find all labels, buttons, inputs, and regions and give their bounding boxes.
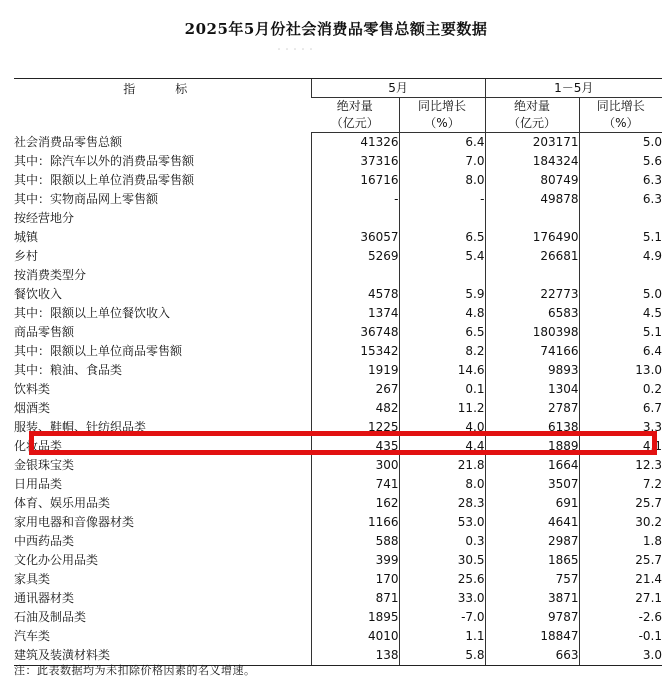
may-absolute-value: 871 xyxy=(311,589,399,608)
may-absolute-value: 399 xyxy=(311,551,399,570)
row-label: 其中：限额以上单位商品零售额 xyxy=(14,344,183,358)
table-row xyxy=(14,399,662,418)
may-yoy-growth: 28.3 xyxy=(399,494,485,513)
may-yoy-growth: 11.2 xyxy=(399,399,485,418)
may-absolute-value: 1895 xyxy=(311,608,399,627)
may-yoy-growth: 4.4 xyxy=(399,437,485,456)
cum-yoy-unit: （%） xyxy=(579,115,662,133)
may-yoy-growth: 4.8 xyxy=(399,304,485,323)
cumulative-absolute-value: 6583 xyxy=(485,304,579,323)
table-row xyxy=(14,475,662,494)
table-row xyxy=(14,570,662,589)
row-label: 中西药品类 xyxy=(14,534,75,548)
cum-abs-header: 绝对量 xyxy=(485,98,579,116)
cumulative-yoy-growth: 21.4 xyxy=(579,570,662,589)
retail-sales-table xyxy=(14,78,662,666)
cumulative-yoy-growth xyxy=(579,266,662,285)
cumulative-absolute-value: 757 xyxy=(485,570,579,589)
row-label: 烟酒类 xyxy=(14,401,51,415)
row-label: 其中：限额以上单位餐饮收入 xyxy=(14,306,171,320)
may-absolute-value: 15342 xyxy=(311,342,399,361)
cumulative-absolute-value: 6138 xyxy=(485,418,579,437)
cumulative-yoy-growth: 6.3 xyxy=(579,171,662,190)
may-yoy-growth: 1.1 xyxy=(399,627,485,646)
table-row xyxy=(14,228,662,247)
cumulative-absolute-value: 1664 xyxy=(485,456,579,475)
document-title: 2025年5月份社会消费品零售总额主要数据 xyxy=(184,20,488,38)
row-label: 通讯器材类 xyxy=(14,591,75,605)
row-label: 其中：实物商品网上零售额 xyxy=(14,192,159,206)
row-label: 服装、鞋帽、针纺织品类 xyxy=(14,420,147,434)
cumulative-absolute-value: 49878 xyxy=(485,190,579,209)
row-label: 社会消费品零售总额 xyxy=(14,134,123,149)
cumulative-absolute-value: 184324 xyxy=(485,152,579,171)
row-label: 餐饮收入 xyxy=(14,287,63,301)
cumulative-yoy-growth: 30.2 xyxy=(579,513,662,532)
indicator-header: 指 标 xyxy=(14,79,311,133)
may-yoy-growth: 21.8 xyxy=(399,456,485,475)
may-absolute-value: 4578 xyxy=(311,285,399,304)
cumulative-yoy-growth: -0.1 xyxy=(579,627,662,646)
cumulative-absolute-value: 4641 xyxy=(485,513,579,532)
table-row xyxy=(14,247,662,266)
jan-may-header: 1－5月 xyxy=(485,79,662,98)
cumulative-yoy-growth: 3.3 xyxy=(579,418,662,437)
may-absolute-value: 1374 xyxy=(311,304,399,323)
cumulative-yoy-growth: 27.1 xyxy=(579,589,662,608)
cumulative-yoy-growth: 6.7 xyxy=(579,399,662,418)
row-label: 其中：限额以上单位消费品零售额 xyxy=(14,173,195,187)
cumulative-absolute-value: 1889 xyxy=(485,437,579,456)
may-absolute-value: 4010 xyxy=(311,627,399,646)
cumulative-yoy-growth: -2.6 xyxy=(579,608,662,627)
row-label: 体育、娱乐用品类 xyxy=(14,496,111,510)
may-yoy-growth: - xyxy=(399,190,485,209)
may-absolute-value: 300 xyxy=(311,456,399,475)
table-row xyxy=(14,532,662,551)
may-yoy-growth: 14.6 xyxy=(399,361,485,380)
table-row xyxy=(14,456,662,475)
may-absolute-value: 482 xyxy=(311,399,399,418)
table-row xyxy=(14,513,662,532)
may-yoy-growth: 6.4 xyxy=(399,133,485,153)
may-absolute-value: 138 xyxy=(311,646,399,666)
cumulative-yoy-growth: 3.0 xyxy=(579,646,662,666)
may-absolute-value xyxy=(311,209,399,228)
may-absolute-value: 588 xyxy=(311,532,399,551)
may-absolute-value: 37316 xyxy=(311,152,399,171)
row-label: 金银珠宝类 xyxy=(14,458,75,472)
cumulative-absolute-value: 9787 xyxy=(485,608,579,627)
may-yoy-growth: 7.0 xyxy=(399,152,485,171)
table-row xyxy=(14,418,662,437)
table-row xyxy=(14,190,662,209)
table-row xyxy=(14,342,662,361)
cumulative-absolute-value: 74166 xyxy=(485,342,579,361)
cumulative-absolute-value xyxy=(485,266,579,285)
table-body xyxy=(14,133,662,666)
may-yoy-growth: 5.4 xyxy=(399,247,485,266)
table-row xyxy=(14,171,662,190)
cumulative-absolute-value: 9893 xyxy=(485,361,579,380)
may-yoy-growth: 25.6 xyxy=(399,570,485,589)
may-abs-header: 绝对量 xyxy=(336,99,373,113)
table-row xyxy=(14,209,662,228)
may-absolute-value: 16716 xyxy=(311,171,399,190)
may-yoy-growth: 30.5 xyxy=(399,551,485,570)
table-row xyxy=(14,361,662,380)
cumulative-yoy-growth: 5.6 xyxy=(579,152,662,171)
cumulative-absolute-value: 1865 xyxy=(485,551,579,570)
table-row xyxy=(14,380,662,399)
cumulative-yoy-growth: 5.1 xyxy=(579,323,662,342)
cumulative-absolute-value: 2987 xyxy=(485,532,579,551)
cumulative-yoy-growth: 4.9 xyxy=(579,247,662,266)
cumulative-absolute-value: 1304 xyxy=(485,380,579,399)
cumulative-absolute-value: 3507 xyxy=(485,475,579,494)
row-label: 乡村 xyxy=(14,249,39,263)
row-label: 饮料类 xyxy=(14,382,51,396)
may-yoy-growth: -7.0 xyxy=(399,608,485,627)
may-absolute-value: 36057 xyxy=(311,228,399,247)
row-label: 按经营地分 xyxy=(14,211,75,225)
cumulative-yoy-growth: 5.1 xyxy=(579,228,662,247)
cumulative-absolute-value xyxy=(485,209,579,228)
may-yoy-growth: 5.8 xyxy=(399,646,485,666)
may-absolute-value: 435 xyxy=(311,437,399,456)
may-yoy-growth: 8.0 xyxy=(399,171,485,190)
cumulative-yoy-growth xyxy=(579,209,662,228)
table-row xyxy=(14,627,662,646)
table-row xyxy=(14,133,662,153)
cumulative-absolute-value: 180398 xyxy=(485,323,579,342)
may-yoy-header: 同比增长 xyxy=(399,98,485,116)
row-label: 汽车类 xyxy=(14,629,51,643)
cumulative-yoy-growth: 25.7 xyxy=(579,551,662,570)
table-row xyxy=(14,608,662,627)
may-absolute-value: - xyxy=(311,190,399,209)
cumulative-absolute-value: 691 xyxy=(485,494,579,513)
may-header: 5月 xyxy=(311,79,485,98)
may-yoy-growth: 33.0 xyxy=(399,589,485,608)
row-label: 城镇 xyxy=(14,230,39,244)
table-row xyxy=(14,589,662,608)
may-absolute-value: 267 xyxy=(311,380,399,399)
may-absolute-value: 41326 xyxy=(311,133,399,153)
cumulative-absolute-value: 80749 xyxy=(485,171,579,190)
cumulative-absolute-value: 3871 xyxy=(485,589,579,608)
footnote: 注：此表数据均为未扣除价格因素的名义增速。 xyxy=(14,664,256,677)
cumulative-absolute-value: 18847 xyxy=(485,627,579,646)
row-label: 建筑及装潢材料类 xyxy=(14,646,311,666)
table-row xyxy=(14,323,662,342)
may-absolute-value: 1225 xyxy=(311,418,399,437)
may-yoy-growth: 5.9 xyxy=(399,285,485,304)
row-label: 家用电器和音像器材类 xyxy=(14,515,135,529)
may-yoy-growth: 8.2 xyxy=(399,342,485,361)
cumulative-yoy-growth: 5.0 xyxy=(579,133,662,153)
row-label: 按消费类型分 xyxy=(14,268,87,282)
row-label: 商品零售额 xyxy=(14,325,75,339)
row-label: 石油及制品类 xyxy=(14,610,87,624)
cumulative-yoy-growth: 7.2 xyxy=(579,475,662,494)
cumulative-yoy-growth: 4.1 xyxy=(579,437,662,456)
table-row xyxy=(14,494,662,513)
may-yoy-unit: （%） xyxy=(399,115,485,133)
may-absolute-value: 162 xyxy=(311,494,399,513)
cum-abs-unit: （亿元） xyxy=(485,115,579,133)
may-yoy-growth xyxy=(399,209,485,228)
cumulative-yoy-growth: 5.0 xyxy=(579,285,662,304)
faint-dot-row xyxy=(275,42,315,56)
may-absolute-value: 170 xyxy=(311,570,399,589)
may-absolute-value: 1166 xyxy=(311,513,399,532)
table-row xyxy=(14,285,662,304)
cumulative-yoy-growth: 0.2 xyxy=(579,380,662,399)
row-label: 其中：除汽车以外的消费品零售额 xyxy=(14,154,195,168)
may-yoy-growth: 6.5 xyxy=(399,228,485,247)
may-absolute-value: 36748 xyxy=(311,323,399,342)
cumulative-yoy-growth: 6.3 xyxy=(579,190,662,209)
table-row xyxy=(14,304,662,323)
may-abs-unit: （亿元） xyxy=(311,115,399,133)
cumulative-yoy-growth: 25.7 xyxy=(579,494,662,513)
may-yoy-growth: 4.0 xyxy=(399,418,485,437)
cumulative-yoy-growth: 13.0 xyxy=(579,361,662,380)
table-row xyxy=(14,551,662,570)
may-absolute-value xyxy=(311,266,399,285)
cumulative-yoy-growth: 4.5 xyxy=(579,304,662,323)
cumulative-absolute-value: 26681 xyxy=(485,247,579,266)
row-label: 日用品类 xyxy=(14,477,63,491)
cumulative-absolute-value: 176490 xyxy=(485,228,579,247)
cumulative-absolute-value: 22773 xyxy=(485,285,579,304)
may-yoy-growth: 0.3 xyxy=(399,532,485,551)
cum-yoy-header: 同比增长 xyxy=(579,98,662,116)
may-absolute-value: 741 xyxy=(311,475,399,494)
row-label: 文化办公用品类 xyxy=(14,553,99,567)
row-label: 家具类 xyxy=(14,572,51,586)
table-row xyxy=(14,266,662,285)
cumulative-absolute-value: 203171 xyxy=(485,133,579,153)
may-yoy-growth xyxy=(399,266,485,285)
cumulative-yoy-growth: 1.8 xyxy=(579,532,662,551)
may-yoy-growth: 8.0 xyxy=(399,475,485,494)
row-label: 化妆品类 xyxy=(14,439,63,453)
cumulative-yoy-growth: 6.4 xyxy=(579,342,662,361)
row-label: 其中：粮油、食品类 xyxy=(14,363,123,377)
cumulative-absolute-value: 2787 xyxy=(485,399,579,418)
table-row xyxy=(14,437,662,456)
may-yoy-growth: 53.0 xyxy=(399,513,485,532)
cumulative-yoy-growth: 12.3 xyxy=(579,456,662,475)
may-yoy-growth: 0.1 xyxy=(399,380,485,399)
may-absolute-value: 1919 xyxy=(311,361,399,380)
may-yoy-growth: 6.5 xyxy=(399,323,485,342)
cumulative-absolute-value: 663 xyxy=(485,646,579,666)
may-absolute-value: 5269 xyxy=(311,247,399,266)
table-row xyxy=(14,152,662,171)
